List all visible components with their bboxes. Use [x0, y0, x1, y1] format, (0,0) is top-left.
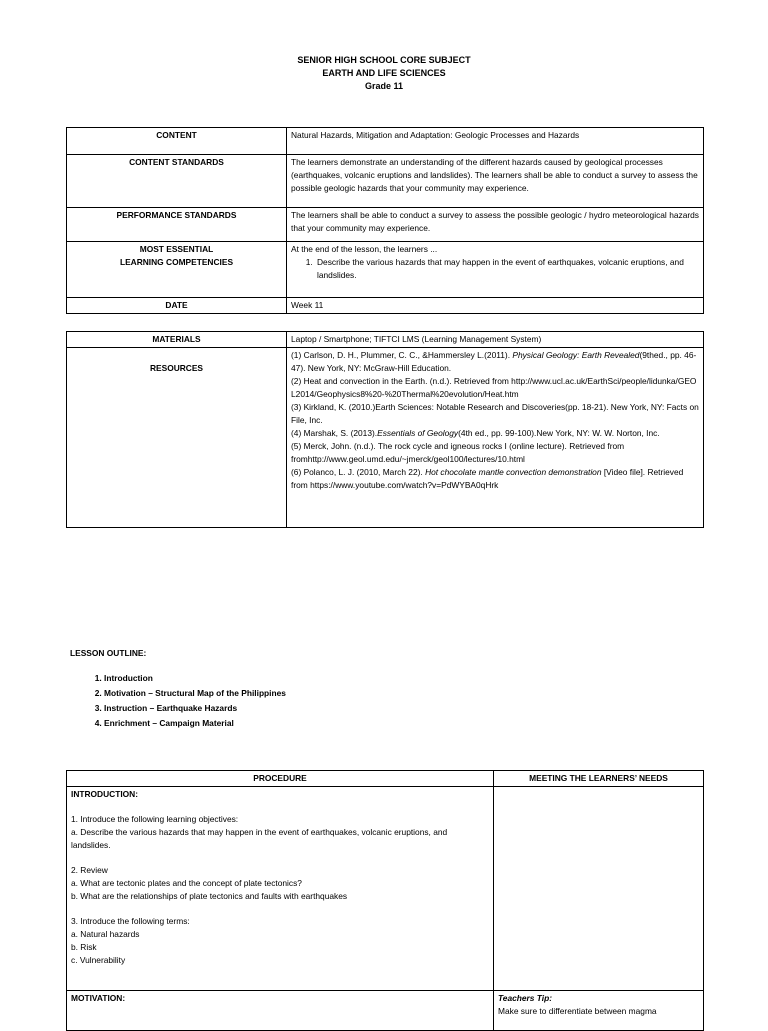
intro-term-c: c. Vulnerability [71, 955, 126, 965]
outline-item: 1. Introduction [104, 671, 286, 686]
resource-1-details: (9thed., pp. 46-47). New York, NY: McGraw-Hill Education. [291, 350, 697, 373]
intro-objectives-head: 1. Introduce the following learning objectives: [71, 814, 239, 824]
resource-1 [291, 349, 699, 375]
competencies-value [287, 242, 704, 298]
content-table [66, 127, 704, 314]
introduction-needs-cell [494, 787, 704, 991]
resource-4 [291, 427, 699, 440]
resource-5: (5) Merck, John. (n.d.). The rock cycle and igneous rocks I (online lecture). Retrieved from fromhttp://www.geol.umd.edu/~jmerck/geol100/lectures/10.html [291, 441, 625, 464]
resources-label: RESOURCES [67, 348, 287, 528]
lesson-outline-title: LESSON OUTLINE: [70, 648, 147, 658]
materials-value: Laptop / Smartphone; TIFTCI LMS (Learning Management System) [287, 332, 704, 348]
motivation-needs-cell [494, 991, 704, 1031]
motivation-title: MOTIVATION: [71, 993, 126, 1003]
competencies-list [291, 256, 699, 282]
materials-label: MATERIALS [67, 332, 287, 348]
intro-term-a: a. Natural hazards [71, 929, 140, 939]
header-subject-name: EARTH AND LIFE SCIENCES [322, 68, 446, 78]
header-subject-type: SENIOR HIGH SCHOOL CORE SUBJECT [297, 55, 471, 65]
intro-objective-a: a. Describe the various hazards that may happen in the event of earthquakes, volcanic eruptions, and landslides. [71, 827, 448, 850]
date-value: Week 11 [287, 298, 704, 314]
resource-2: (2) Heat and convection in the Earth. (n.d.). Retrieved from http://www.ucl.ac.uk/EarthSci/people/lidunka/GEOL2014/Geophysics8%20-%20Thermal%20evolution/Heat.htm [291, 376, 697, 399]
motivation-cell [67, 991, 494, 1031]
header-grade: Grade 11 [364, 81, 404, 91]
competencies-label [67, 242, 287, 298]
intro-review-b: b. What are the relationships of plate tectonics and faults with earthquakes [71, 891, 348, 901]
competencies-label-line2: LEARNING COMPETENCIES [119, 257, 234, 267]
introduction-cell [67, 787, 494, 991]
intro-review-a: a. What are tectonic plates and the concept of plate tectonics? [71, 878, 302, 888]
intro-terms [71, 915, 489, 967]
resource-4-details: (4th ed., pp. 99-100).New York, NY: W. W. Norton, Inc. [458, 428, 660, 438]
intro-review [71, 864, 489, 903]
resource-4-title: Essentials of Geology [377, 428, 459, 438]
outline-item: 3. Instruction – Earthquake Hazards [104, 701, 286, 716]
lesson-outline-list [86, 671, 286, 731]
resource-6 [291, 466, 699, 492]
content-value: Natural Hazards, Mitigation and Adaptation: Geologic Processes and Hazards [287, 128, 704, 155]
intro-objectives [71, 813, 489, 852]
competency-item: 1. Describe the various hazards that may happen in the event of earthquakes, volcanic eruptions, and landslides. [315, 256, 699, 282]
content-standards-value: The learners demonstrate an understanding of the different hazards caused by geological processes (earthquakes, volcanic eruptions and landslides). The learners shall be able to conduct a survey to assess the possible geologic hazards that your community may experience. [287, 155, 704, 208]
learners-needs-header: MEETING THE LEARNERS’ NEEDS [494, 771, 704, 787]
intro-review-head: 2. Review [71, 865, 108, 875]
procedure-header: PROCEDURE [67, 771, 494, 787]
performance-standards-label: PERFORMANCE STANDARDS [67, 208, 287, 242]
resource-1-authors: (1) Carlson, D. H., Plummer, C. C., &Hammersley L.(2011). [291, 350, 513, 360]
teachers-tip-title: Teachers Tip: [498, 993, 552, 1003]
procedure-table [66, 770, 704, 1031]
resource-6-title: Hot chocolate mantle convection demonstration [425, 467, 602, 477]
introduction-title: INTRODUCTION: [71, 789, 138, 799]
outline-item: 4. Enrichment – Campaign Material [104, 716, 286, 731]
content-standards-label: CONTENT STANDARDS [67, 155, 287, 208]
intro-term-b: b. Risk [71, 942, 97, 952]
teachers-tip-text: Make sure to differentiate between magma [498, 1006, 657, 1016]
materials-table [66, 331, 704, 528]
competencies-intro: At the end of the lesson, the learners ... [291, 244, 438, 254]
resources-value [287, 348, 704, 528]
intro-terms-head: 3. Introduce the following terms: [71, 916, 190, 926]
resource-1-title: Physical Geology: Earth Revealed [512, 350, 640, 360]
resource-6-authors: (6) Polanco, L. J. (2010, March 22). [291, 467, 426, 477]
competencies-label-line1: MOST ESSENTIAL [139, 244, 214, 254]
content-label: CONTENT [67, 128, 287, 155]
document-header [0, 54, 768, 93]
date-label: DATE [67, 298, 287, 314]
resource-3: (3) Kirkland, K. (2010.)Earth Sciences: Notable Research and Discoveries(pp. 18-21). New York, NY: Facts on File, Inc. [291, 402, 699, 425]
outline-item: 2. Motivation – Structural Map of the Philippines [104, 686, 286, 701]
performance-standards-value: The learners shall be able to conduct a survey to assess the possible geologic / hydro meteorological hazards that your community may experience. [287, 208, 704, 242]
resource-6-details: [Video file]. Retrieved from https://www.youtube.com/watch?v=PdWYBA0qHrk [291, 467, 684, 490]
resource-4-authors: (4) Marshak, S. (2013). [291, 428, 378, 438]
